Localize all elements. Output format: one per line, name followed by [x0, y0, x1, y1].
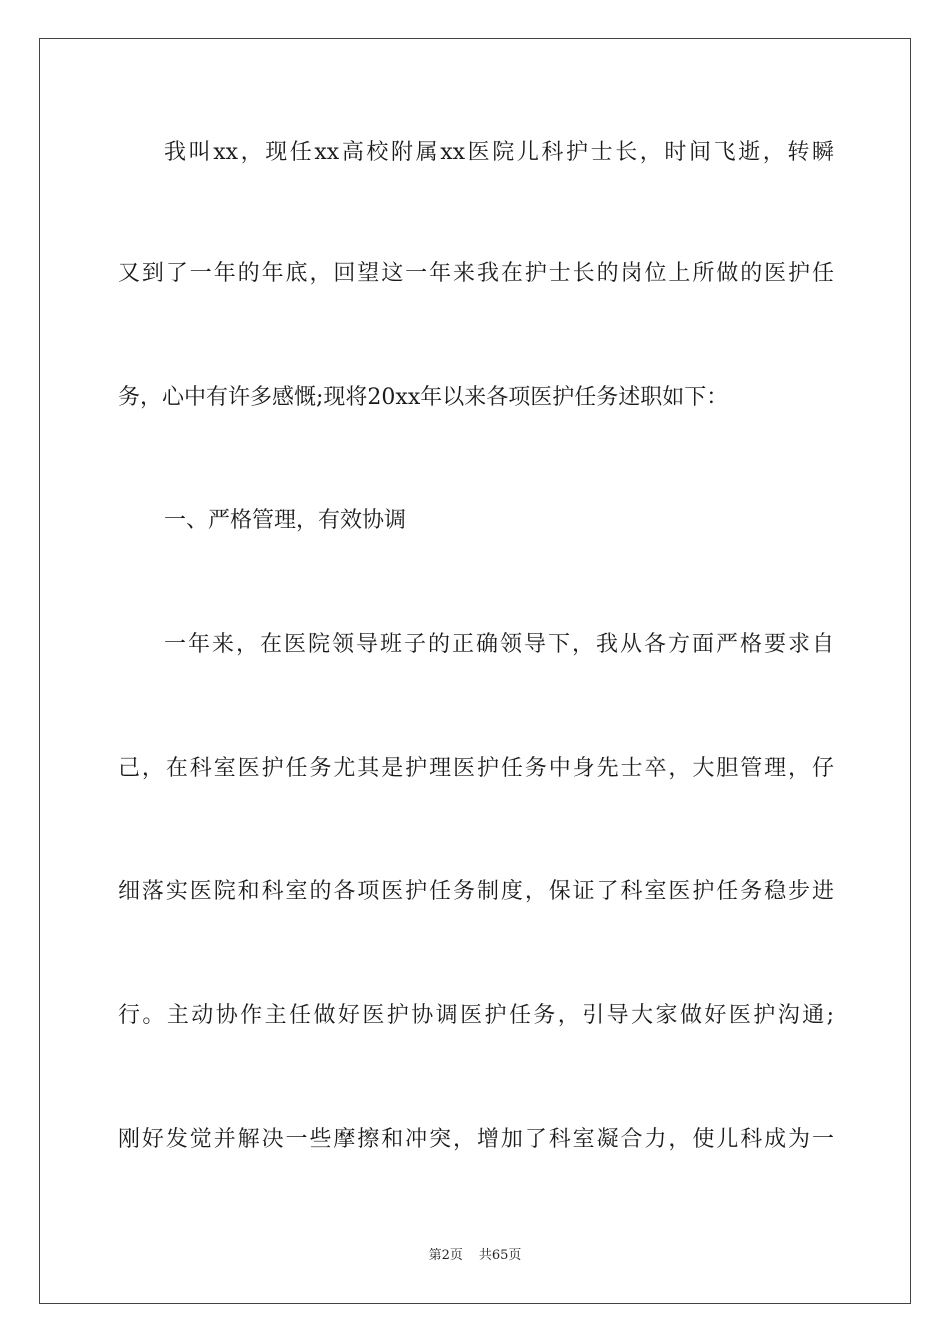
text-line-8: 行。主动协作主任做好医护协调医护任务，引导大家做好医护沟通; — [118, 1003, 834, 1028]
text-line-6: 己，在科室医护任务尤其是护理医护任务中身先士卒，大胆管理，仔 — [118, 756, 834, 781]
page-total: 共65页 — [478, 1248, 522, 1263]
text-line-3: 务，心中有许多感慨;现将20xx年以来各项医护任务述职如下： — [118, 385, 729, 410]
text-line-9: 刚好发觉并解决一些摩擦和冲突，增加了科室凝合力，使儿科成为一 — [118, 1127, 834, 1152]
text-line-2: 又到了一年的年底，回望这一年来我在护士长的岗位上所做的医护任 — [118, 261, 834, 286]
text-line-7: 细落实医院和科室的各项医护任务制度，保证了科室医护任务稳步进 — [118, 879, 834, 904]
page-frame — [39, 38, 911, 1304]
text-line-1: 我叫xx，现任xx高校附属xx医院儿科护士长，时间飞逝，转瞬 — [164, 140, 834, 165]
text-line-5: 一年来，在医院领导班子的正确领导下，我从各方面严格要求自 — [164, 632, 834, 657]
page-footer — [0, 1247, 950, 1265]
page-number: 第2页 — [428, 1248, 463, 1263]
section-heading: 一、严格管理，有效协调 — [164, 508, 407, 533]
